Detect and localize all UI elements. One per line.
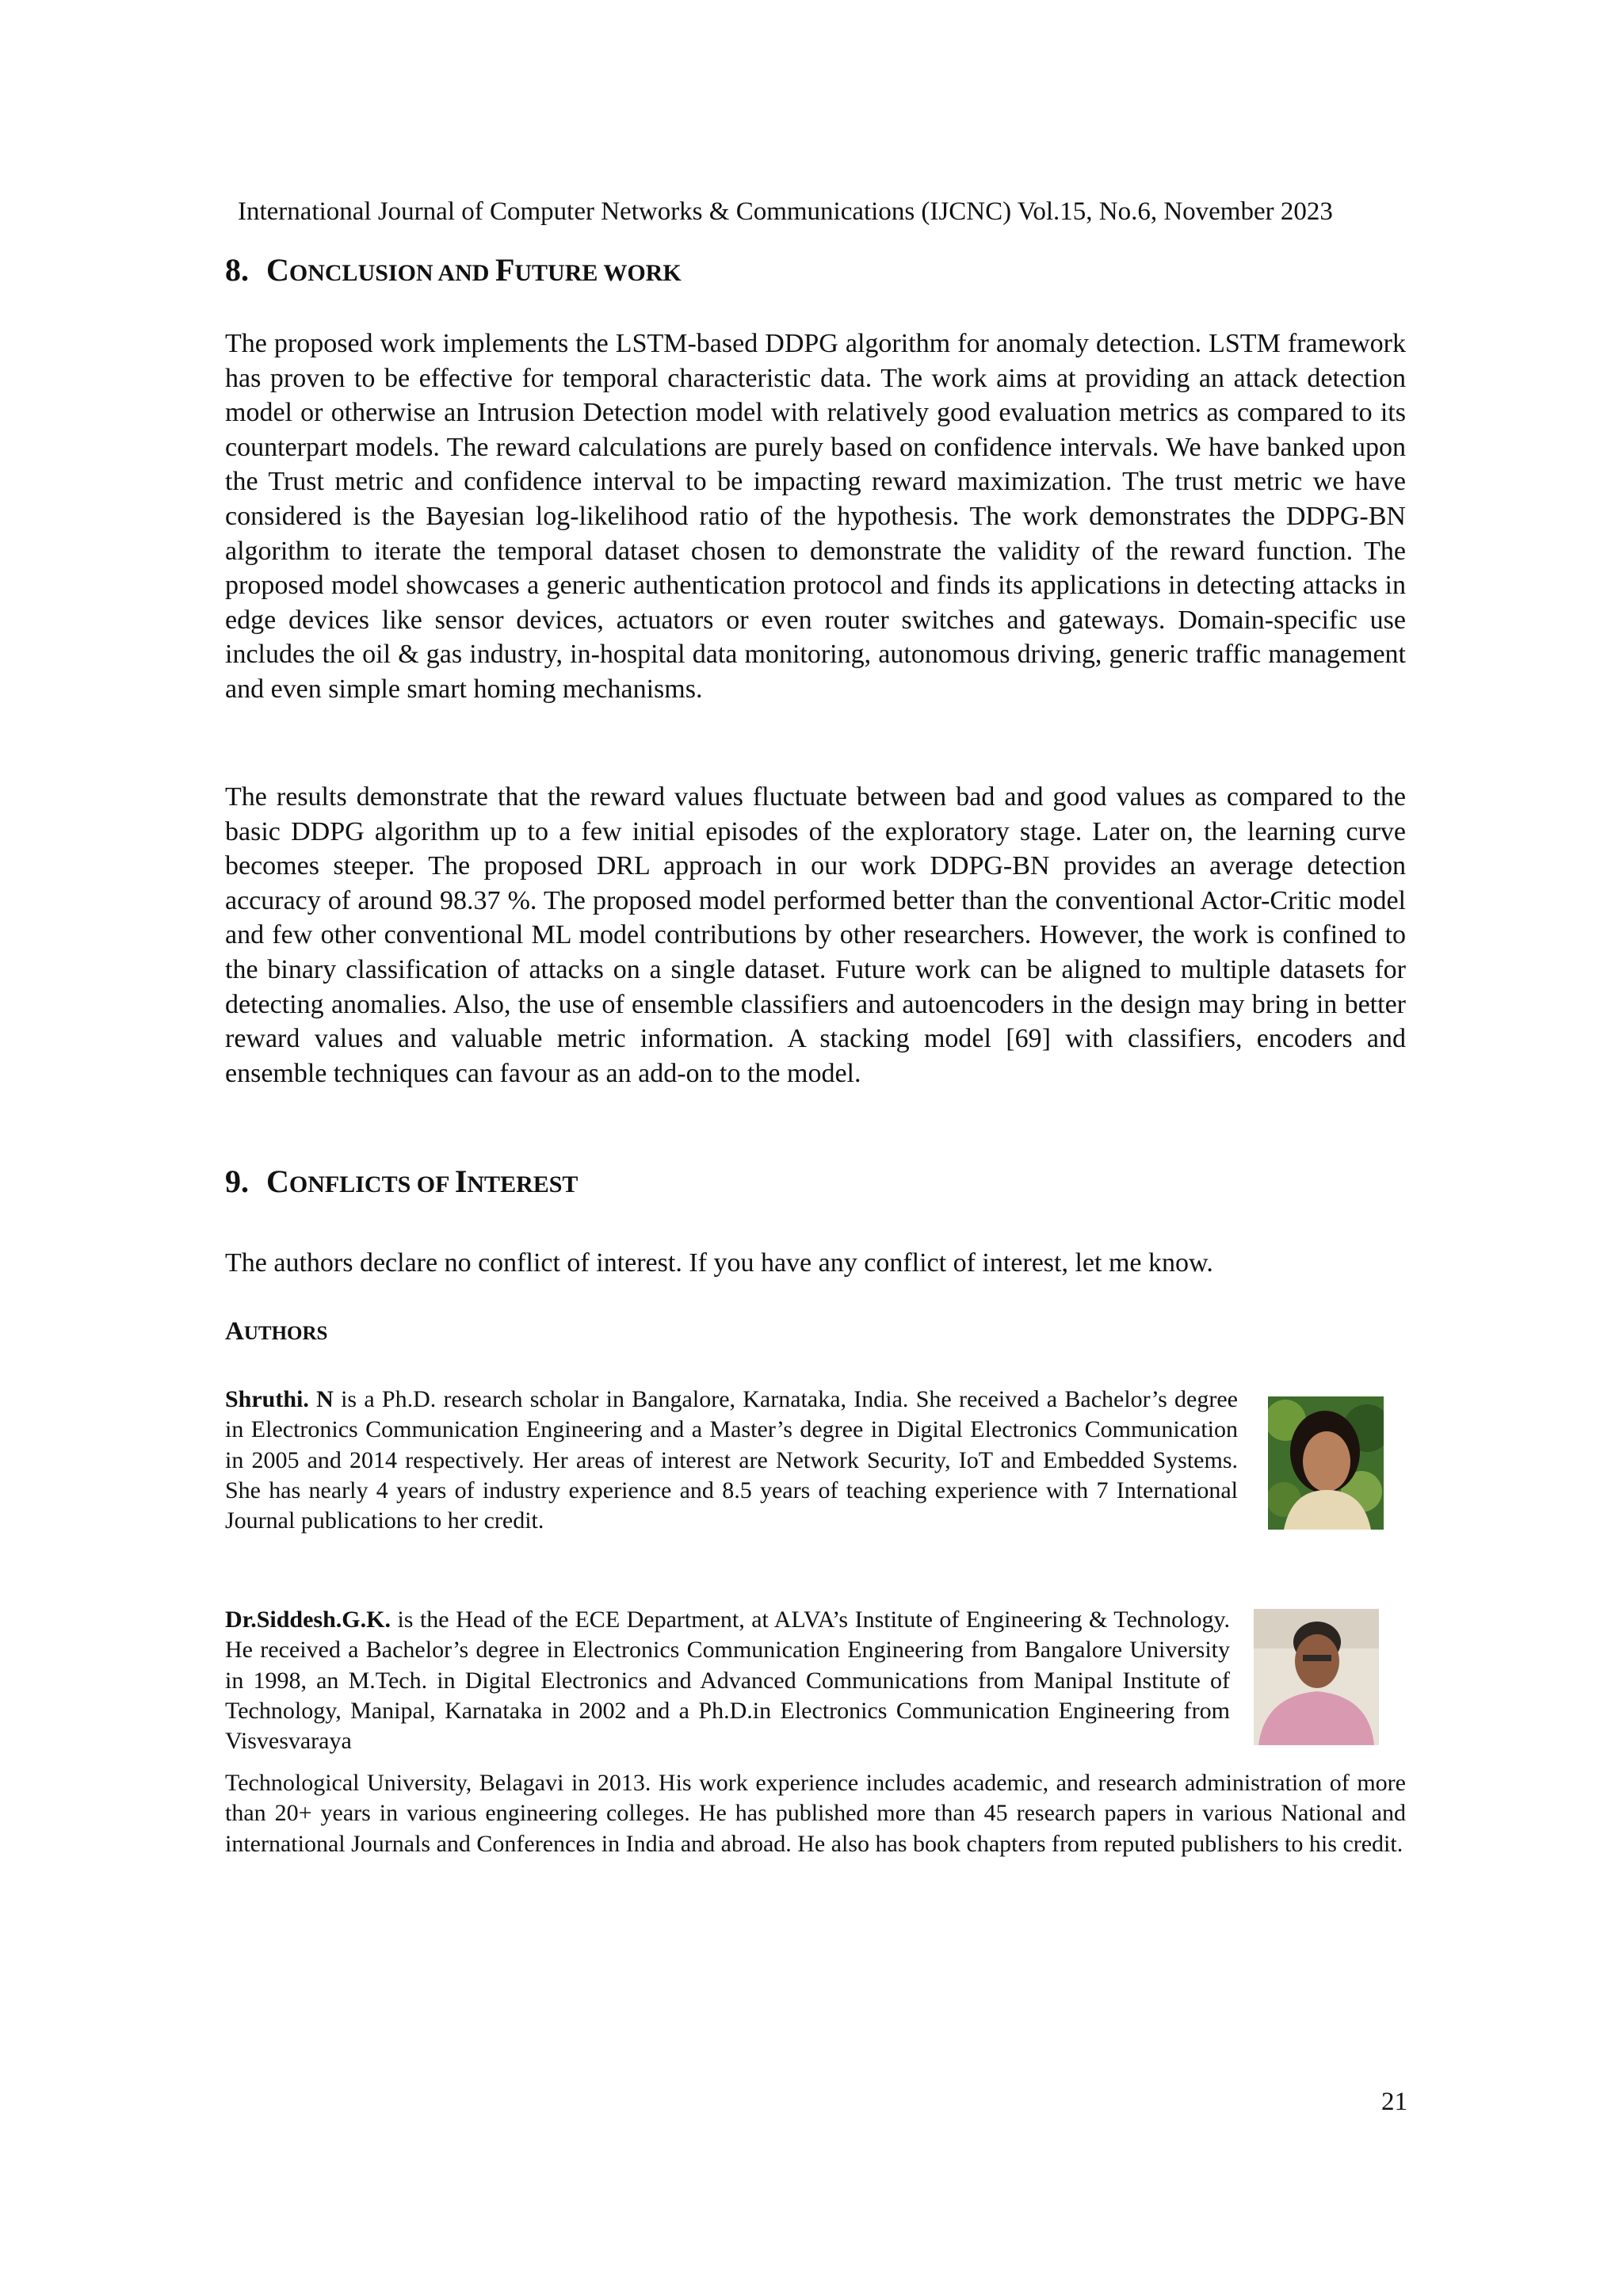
author-2-bio-continued: Technological University, Belagavi in 2013. His work experience includes academic, and research administration of more than 20+ years in various engineering colleges. He has published more than 45 research papers in various National and international Journals and Conferences in India and abroad. He also has book chapters from reputed publishers to his credit. (225, 1770, 1406, 1857)
conclusion-paragraph-2: The results demonstrate that the reward values fluctuate between bad and good values as compared to the basic DDPG algorithm up to a few initial episodes of the exploratory stage. Later on, the learning curve becomes steeper. The proposed DRL approach in our work DDPG-BN provides an average detection accuracy of around 98.37 %. The proposed model performed better than the conventional Actor-Critic model and few other conventional ML model contributions by other researchers. However, the work is confined to the binary classification of attacks on a single dataset. Future work can be aligned to multiple datasets for detecting anomalies. Also, the use of ensemble classifiers and autoencoders in the design may bring in better reward values and valuable metric information. A stacking model [69] with classifiers, encoders and ensemble techniques can favour as an add-on to the model. (225, 782, 1406, 1088)
heading-cap: F (495, 252, 515, 288)
author-2-bio-text: is the Head of the ECE Department, at ALVA’s Institute of Engineering & Technology. He received a Bachelor’s degree in Electronics Communication Engineering from Bangalore University in 1998, an M.Tech. in Digital Electronics and Advanced Communications from Manipal Institute of Technology, Manipal, Karnataka in 2002 and a Ph.D.in Electronics Communication Engineering from Visvesvaraya (225, 1606, 1230, 1755)
author-2-photo (1254, 1609, 1379, 1745)
heading-cap: I (454, 1163, 468, 1199)
section-number: 8. (225, 252, 249, 288)
heading-text: NTEREST (467, 1171, 579, 1198)
author-2-bio (225, 1605, 1230, 1756)
author-1-photo (1268, 1396, 1384, 1530)
section-9-heading (225, 1163, 578, 1203)
section-number: 9. (225, 1163, 249, 1199)
heading-cap: C (266, 1163, 289, 1199)
author-1-name: Shruthi. N (225, 1386, 334, 1412)
section-8-heading (225, 252, 682, 292)
heading-text: UTURE WORK (514, 260, 682, 286)
page-number: 21 (1381, 2088, 1407, 2116)
heading-cap: A (225, 1317, 244, 1346)
conflicts-paragraph: The authors declare no conflict of interest. If you have any conflict of interest, let me know. (225, 1248, 1213, 1278)
author-2-name: Dr.Siddesh.G.K. (225, 1606, 391, 1633)
running-head: International Journal of Computer Networks & Communications (IJCNC) Vol.15, No.6, November 2023 (238, 197, 1333, 226)
heading-cap: C (266, 252, 289, 288)
conclusion-paragraph-1: The proposed work implements the LSTM-based DDPG algorithm for anomaly detection. LSTM framework has proven to be effective for temporal characteristic data. The work aims at providing an attack detection model or otherwise an Intrusion Detection model with relatively good evaluation metrics as compared to its counterpart models. The reward calculations are purely based on confidence intervals. We have banked upon the Trust metric and confidence interval to be impacting reward maximization. The trust metric we have considered is the Bayesian log-likelihood ratio of the hypothesis. The work demonstrates the DDPG-BN algorithm to iterate the temporal dataset chosen to demonstrate the validity of the reward function. The proposed model showcases a generic authentication protocol and finds its applications in detecting attacks in edge devices like sensor devices, actuators or even router switches and gateways. Domain-specific use includes the oil & gas industry, in-hospital data monitoring, autonomous driving, generic traffic management and even simple smart homing mechanisms. (225, 329, 1406, 704)
heading-text: ONCLUSION AND (288, 260, 495, 286)
authors-heading (225, 1316, 327, 1350)
heading-text: ONFLICTS OF (288, 1171, 455, 1198)
heading-text: UTHORS (243, 1323, 328, 1344)
author-1-bio (225, 1385, 1238, 1536)
author-1-bio-text: is a Ph.D. research scholar in Bangalore, Karnataka, India. She received a Bachelor’s degree in Electronics Communication Engineering and a Master’s degree in Digital Electronics Communication in 2005 and 2014 respectively. Her areas of interest are Network Security, IoT and Embedded Systems. She has nearly 4 years of industry experience and 8.5 years of teaching experience with 7 International Journal publications to her credit. (225, 1386, 1238, 1534)
